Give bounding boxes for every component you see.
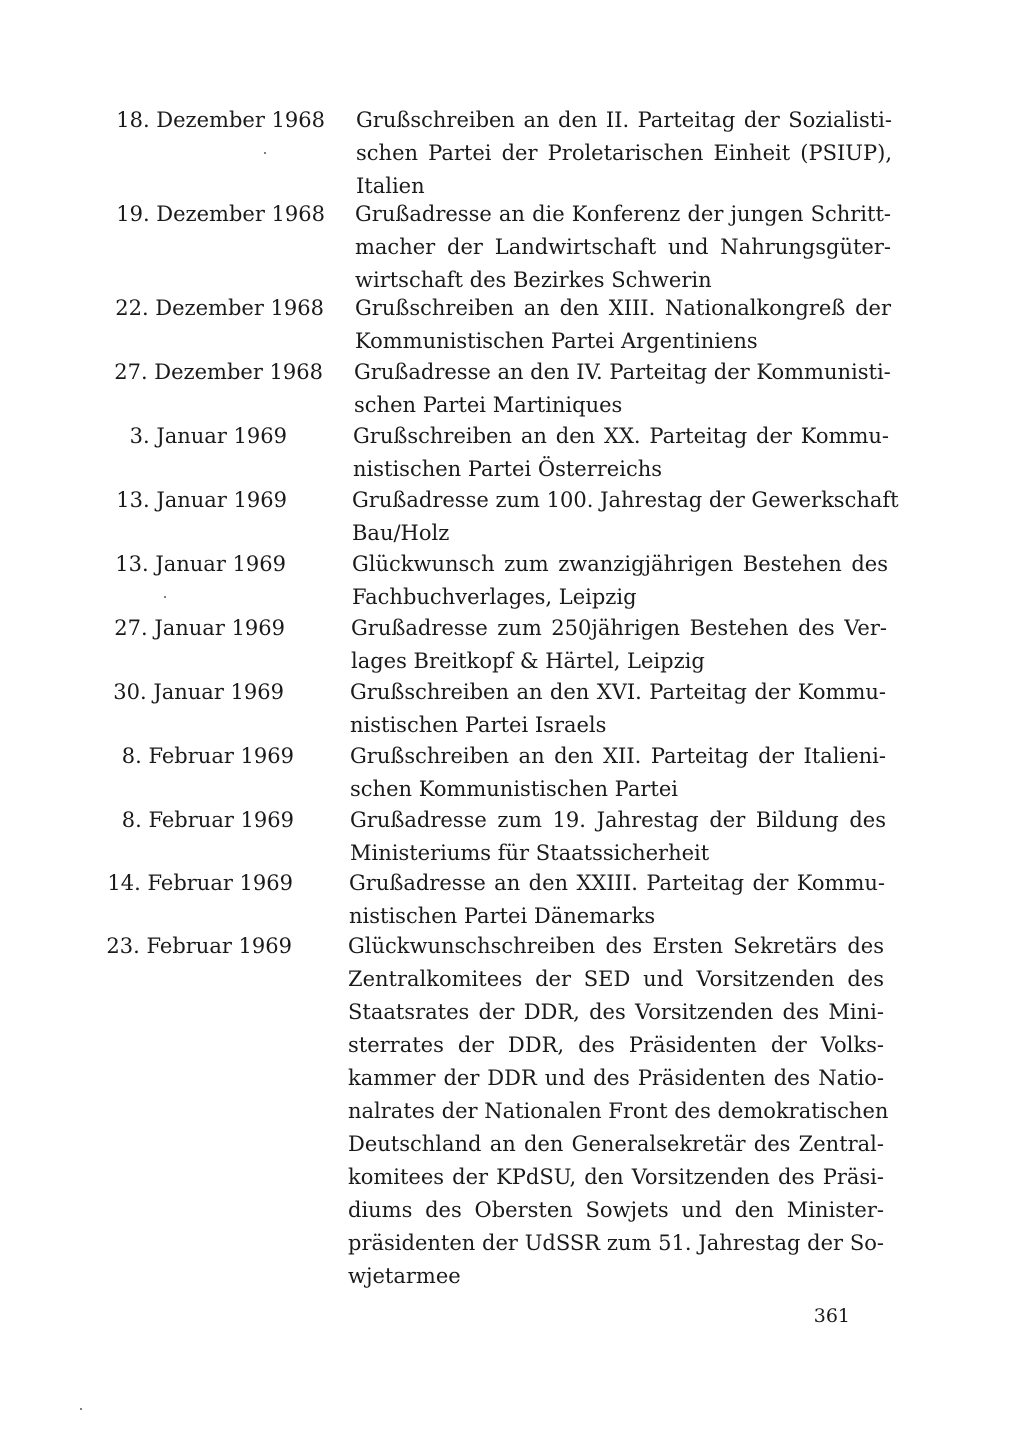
entry-line: Bau/Holz	[352, 521, 450, 545]
entry-line: nistischen Partei Israels	[350, 713, 607, 737]
entry-line: Grußschreiben an den II. Parteitag der Sozialisti-	[356, 108, 892, 132]
entry-line: macher der Landwirtschaft und Nahrungsgüter-	[355, 235, 891, 259]
entry-line: Grußschreiben an den XX. Parteitag der Kommu-	[353, 424, 889, 448]
entry-text	[348, 930, 889, 1293]
entry-text	[350, 676, 886, 742]
entry-text	[350, 804, 886, 870]
entry-line: wjetarmee	[348, 1264, 461, 1288]
entry-line: Kommunistischen Partei Argentiniens	[355, 329, 758, 353]
entry-date: 13. Januar 1969	[116, 488, 287, 512]
entry-line: Grußschreiben an den XVI. Parteitag der Kommu-	[350, 680, 886, 704]
entry-line: kammer der DDR und des Präsidenten des Natio-	[348, 1066, 884, 1090]
entry-line: Glückwunsch zum zwanzigjährigen Bestehen des	[352, 552, 888, 576]
entry-line: Grußadresse an die Konferenz der jungen Schritt-	[355, 202, 891, 226]
scan-speck	[80, 1408, 82, 1410]
entry-text	[353, 420, 889, 486]
entry-line: sterrates der DDR, des Präsidenten der Volks-	[348, 1033, 884, 1057]
entry-date: 30. Januar 1969	[113, 680, 284, 704]
entry-text	[350, 740, 886, 806]
entry-date: 13. Januar 1969	[115, 552, 286, 576]
entry-date: 27. Dezember 1968	[114, 360, 323, 384]
entry-date: 8. Februar 1969	[121, 808, 294, 832]
entry-line: präsidenten der UdSSR zum 51. Jahrestag der So-	[348, 1231, 884, 1255]
entry-date: 22. Dezember 1968	[115, 296, 324, 320]
entry-line: komitees der KPdSU, den Vorsitzenden des Präsi-	[348, 1165, 884, 1189]
entry-text	[356, 104, 892, 203]
scan-speck	[264, 152, 266, 154]
entry-date: 3. Januar 1969	[129, 424, 287, 448]
entry-line: schen Partei Martiniques	[354, 393, 623, 417]
entry-line: lages Breitkopf & Härtel, Leipzig	[351, 649, 705, 673]
entry-line: Grußadresse an den IV. Parteitag der Kommunisti-	[354, 360, 891, 384]
entry-line: schen Kommunistischen Partei	[350, 777, 679, 801]
entry-line: Grußadresse zum 100. Jahrestag der Gewerkschaft	[352, 488, 899, 512]
entry-date: 18. Dezember 1968	[116, 108, 325, 132]
entry-line: Ministeriums für Staatssicherheit	[350, 841, 710, 865]
entry-date: 27. Januar 1969	[114, 616, 285, 640]
entry-text	[355, 198, 891, 297]
entry-date: 8. Februar 1969	[121, 744, 294, 768]
page-number: 361	[813, 1305, 850, 1327]
entry-line: Italien	[356, 174, 425, 198]
entry-line: nistischen Partei Dänemarks	[349, 904, 656, 928]
entry-line: Zentralkomitees der SED und Vorsitzenden des	[348, 967, 884, 991]
entry-line: Fachbuchverlages, Leipzig	[352, 585, 637, 609]
entry-date: 14. Februar 1969	[107, 871, 293, 895]
entry-line: Staatsrates der DDR, des Vorsitzenden des Mini-	[348, 1000, 884, 1024]
entry-text	[352, 484, 899, 550]
entry-date: 23. Februar 1969	[106, 934, 292, 958]
entry-line: diums des Obersten Sowjets und den Minister-	[348, 1198, 884, 1222]
entry-text	[349, 867, 885, 933]
entry-line: wirtschaft des Bezirkes Schwerin	[355, 268, 712, 292]
entry-line: Grußadresse zum 19. Jahrestag der Bildung des	[350, 808, 886, 832]
entry-line: nalrates der Nationalen Front des demokratischen	[348, 1099, 889, 1123]
scan-speck	[164, 596, 166, 598]
entry-line: Grußadresse an den XXIII. Parteitag der Kommu-	[349, 871, 885, 895]
entry-date: 19. Dezember 1968	[116, 202, 325, 226]
entry-text	[352, 548, 888, 614]
entry-text	[351, 612, 887, 678]
entry-line: Deutschland an den Generalsekretär des Zentral-	[348, 1132, 884, 1156]
entry-line: Grußadresse zum 250jährigen Bestehen des Ver-	[351, 616, 887, 640]
entry-line: Glückwunschschreiben des Ersten Sekretärs des	[348, 934, 884, 958]
entry-line: nistischen Partei Österreichs	[353, 457, 663, 481]
entry-text	[354, 356, 890, 422]
entry-line: Grußschreiben an den XIII. Nationalkongreß der	[355, 296, 891, 320]
entry-line: schen Partei der Proletarischen Einheit (PSIUP),	[356, 141, 892, 165]
entry-line: Grußschreiben an den XII. Parteitag der Italieni-	[350, 744, 886, 768]
entry-text	[355, 292, 891, 358]
